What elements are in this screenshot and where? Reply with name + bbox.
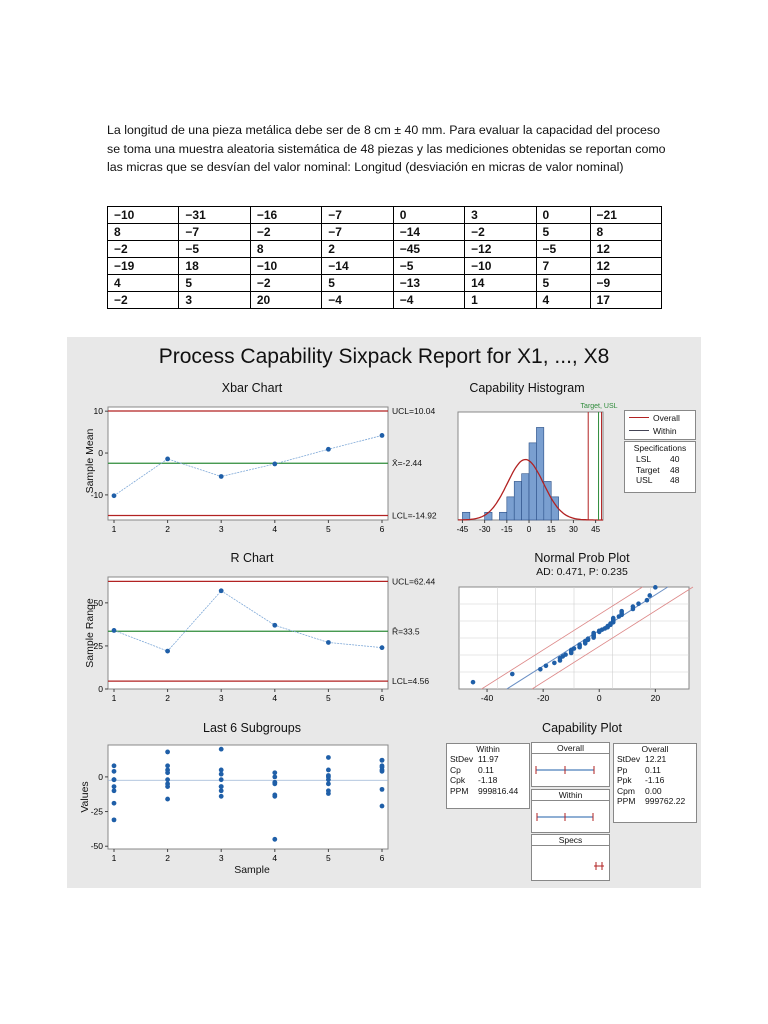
data-point [219,794,224,799]
specs-marks [532,846,609,876]
data-point [380,758,385,763]
table-cell: −12 [465,241,536,258]
overall-interval [532,754,609,782]
table-row [108,292,662,309]
data-point [380,769,385,774]
table-cell: 8 [108,224,179,241]
data-point [219,747,224,752]
subgroups-title: Last 6 Subgroups [203,721,301,735]
data-point [165,770,170,775]
table-cell: −10 [465,258,536,275]
table-cell: −5 [179,241,250,258]
data-point [326,755,331,760]
table-row [108,241,662,258]
y-tick-label: -50 [90,841,103,852]
data-point [272,837,277,842]
table-cell: 12 [590,241,661,258]
data-point [112,769,117,774]
x-tick-label: 1 [111,524,117,534]
x-tick-label: 15 [546,525,556,534]
data-point [112,493,117,498]
capability-report [67,337,701,888]
data-point [165,781,170,786]
data-point [219,474,224,479]
x-tick-label: 3 [218,524,224,534]
table-cell: 1 [465,292,536,309]
table-cell: 8 [590,224,661,241]
data-point [112,777,117,782]
table-cell: 5 [536,275,590,292]
data-point [510,672,515,677]
plot-area [108,577,388,689]
table-cell: −9 [590,275,661,292]
x-tick-label: 2 [165,853,170,863]
y-tick-label: -25 [90,806,103,817]
stat-row: PPM 999762.22 [617,796,686,806]
x-tick-label: 3 [218,693,224,703]
x-tick-label: 2 [165,693,170,703]
x-tick-label: 5 [326,693,331,703]
intro-paragraph: La longitud de una pieza metálica debe ser de 8 cm ± 40 mm. Para evaluar la capacidad del proceso se toma una muestra aleatoria sistemática de 48 piezas y las mediciones obtenidas se reportan como las micras que se desvían del valor nominal: Longitud (desviación en micras de valor nominal) [107,123,666,175]
data-point [165,456,170,461]
table-cell: −2 [250,275,321,292]
table-cell: −14 [322,258,393,275]
legend-within: Within [625,424,695,437]
data-point [380,804,385,809]
x-tick-label: 20 [650,693,661,703]
data-point [165,763,170,768]
table-row [108,224,662,241]
table-cell: −4 [322,292,393,309]
table-cell: −14 [393,224,464,241]
data-point [653,585,658,590]
table-cell: −45 [393,241,464,258]
histogram-bar [514,481,521,520]
spec-row: LSL 40 [636,454,680,464]
table-cell: 0 [393,207,464,224]
histogram-bar [507,497,514,520]
x-tick-label: 4 [272,853,278,863]
table-cell: −7 [322,207,393,224]
x-tick-label: -30 [478,525,491,534]
specifications-box: Specifications LSL 40 Target 48 USL 48 [624,441,696,493]
table-cell: −2 [465,224,536,241]
histogram-bar [499,512,506,520]
spec-row: Target 48 [636,464,680,475]
data-point [219,588,224,593]
data-point [112,628,117,633]
table-cell: −31 [179,207,250,224]
histogram-legend [624,410,696,440]
x-tick-label: 0 [526,525,532,534]
overall-stats-box: Overall StDev 12.21 Pp 0.11 Ppk -1.16 Cpm 0.00 PPM 999762.22 [613,743,697,823]
table-cell: 2 [322,241,393,258]
table-cell: 18 [179,258,250,275]
table-cell: 12 [590,258,661,275]
data-point [112,763,117,768]
data-point [272,780,277,785]
table-row [108,207,662,224]
table-cell: −10 [250,258,321,275]
y-tick-label: 10 [93,406,103,417]
data-point [112,788,117,793]
data-point [380,433,385,438]
table-cell: 14 [465,275,536,292]
table-cell: −19 [108,258,179,275]
table-cell: −2 [108,292,179,309]
data-point [272,793,277,798]
data-point [112,817,117,822]
table-cell: −5 [393,258,464,275]
y-tick-label: 50 [93,597,103,608]
table-cell: −4 [393,292,464,309]
table-cell: 3 [179,292,250,309]
data-point [165,750,170,755]
data-point [219,777,224,782]
histogram-bar [522,474,529,520]
data-point [552,661,557,666]
data-point [165,797,170,802]
x-tick-label: 4 [272,524,278,534]
histogram-bar [529,443,536,520]
data-point [544,663,549,668]
data-point [219,772,224,777]
data-point [380,763,385,768]
y-tick-label: 25 [93,640,103,651]
center-label: R̄=33.5 [392,626,420,637]
ucl-label: UCL=10.04 [392,406,436,417]
stat-row: Cp 0.11 [450,764,494,775]
data-point [577,642,582,647]
table-cell: 4 [536,292,590,309]
table-cell: 4 [108,275,179,292]
table-cell: 5 [179,275,250,292]
within-stats-box: Within StDev 11.97 Cp 0.11 Cpk -1.18 PPM 999816.44 [446,743,530,809]
capability-specs-panel: Specs [531,834,610,881]
r-chart [87,569,447,711]
r-chart-title: R Chart [230,551,274,565]
data-point [219,784,224,789]
data-point [165,777,170,782]
data-point [112,801,117,806]
capability-histogram [452,397,618,537]
stat-row: Ppk -1.16 [617,775,665,785]
xbar-chart-title: Xbar Chart [221,381,283,395]
table-cell: 17 [590,292,661,309]
data-point [538,667,543,672]
data-point [272,770,277,775]
data-point [647,593,652,598]
data-point [380,787,385,792]
center-label: X̄=-2.44 [392,458,423,469]
x-tick-label: -15 [501,525,513,534]
x-tick-label: 1 [111,693,117,703]
y-tick-label: 0 [98,684,103,694]
table-row [108,258,662,275]
capability-overall-panel: Overall [531,742,610,787]
data-point [326,447,331,452]
histogram-title: Capability Histogram [469,381,585,395]
x-tick-label: -40 [480,693,494,703]
x-tick-label: -20 [536,693,550,703]
data-point [326,788,331,793]
x-tick-label: 45 [591,525,601,534]
data-point [326,781,331,786]
x-tick-label: 0 [596,693,602,703]
table-row [108,275,662,292]
stat-row: StDev 11.97 [450,754,499,764]
table-cell: 8 [250,241,321,258]
data-point [636,601,641,606]
table-cell: −5 [536,241,590,258]
x-tick-label: -45 [456,525,469,534]
table-cell: 5 [322,275,393,292]
report-title: Process Capability Sixpack Report for X1, ..., X8 [158,345,610,368]
y-tick-label: 0 [98,448,103,459]
stat-row: PPM 999816.44 [450,785,519,796]
xbar-chart [87,397,447,545]
x-tick-label: 2 [165,524,170,534]
table-cell: 7 [536,258,590,275]
table-cell: 3 [465,207,536,224]
table-cell: −7 [179,224,250,241]
capability-plot-title: Capability Plot [542,721,622,735]
table-cell: −13 [393,275,464,292]
lcl-label: LCL=-14.92 [392,510,437,521]
normal-plot-subtitle: AD: 0.471, P: 0.235 [536,566,628,578]
table-cell: −10 [108,207,179,224]
stat-row: Cpk -1.18 [450,775,498,785]
plot-area [108,745,388,849]
x-tick-label: 5 [326,524,331,534]
normal-prob-plot [452,583,692,711]
data-point [619,609,624,614]
table-cell: −2 [250,224,321,241]
data-point [112,784,117,789]
table-cell: −2 [108,241,179,258]
table-cell: 20 [250,292,321,309]
x-tick-label: 6 [379,693,385,703]
x-tick-label: 3 [218,853,224,863]
table-cell: −21 [590,207,661,224]
data-point [645,598,650,603]
data-point [326,774,331,779]
capability-within-panel: Within [531,789,610,833]
legend-overall: Overall [625,411,695,424]
xbar-ylabel: Sample Mean [84,428,96,494]
spec-row: USL 48 [636,475,680,485]
data-point [380,645,385,650]
data-point [219,788,224,793]
y-tick-label: -10 [90,489,103,500]
data-point [591,631,596,636]
x-tick-label: 6 [379,853,385,863]
data-point [165,649,170,654]
stat-row: StDev 12.21 [617,754,667,764]
x-tick-label: 6 [379,524,385,534]
data-point [219,768,224,773]
data-table [107,206,662,309]
data-point [326,640,331,645]
table-cell: 0 [536,207,590,224]
table-cell: 5 [536,224,590,241]
r-ylabel: Sample Range [84,598,96,668]
data-point [326,768,331,773]
x-tick-label: 4 [272,693,278,703]
data-point [272,462,277,467]
data-point [471,680,476,685]
normal-plot-title: Normal Prob Plot [534,551,630,565]
x-tick-label: 5 [326,853,331,863]
subgroups-chart [87,739,397,863]
x-tick-label: 30 [568,525,578,534]
histogram-bar [462,512,469,520]
table-cell: −16 [250,207,321,224]
subgroups-ylabel: Values [79,781,91,813]
subgroups-xlabel: Sample [234,864,270,876]
data-point [272,774,277,779]
table-cell: −7 [322,224,393,241]
ucl-label: UCL=62.44 [392,576,436,587]
lcl-label: LCL=4.56 [392,676,430,687]
data-point [572,646,577,651]
stat-row: Cpm 0.00 [617,785,662,796]
data-point [563,652,568,657]
x-tick-label: 1 [111,853,117,863]
y-tick-label: 0 [98,771,103,782]
spec-label: Target, USL [580,403,618,410]
data-point [631,604,636,609]
data-point [611,616,616,621]
histogram-bar [536,427,543,520]
stat-row: Pp 0.11 [617,764,661,775]
data-point [272,623,277,628]
data-point [586,636,591,641]
within-interval [532,801,609,829]
